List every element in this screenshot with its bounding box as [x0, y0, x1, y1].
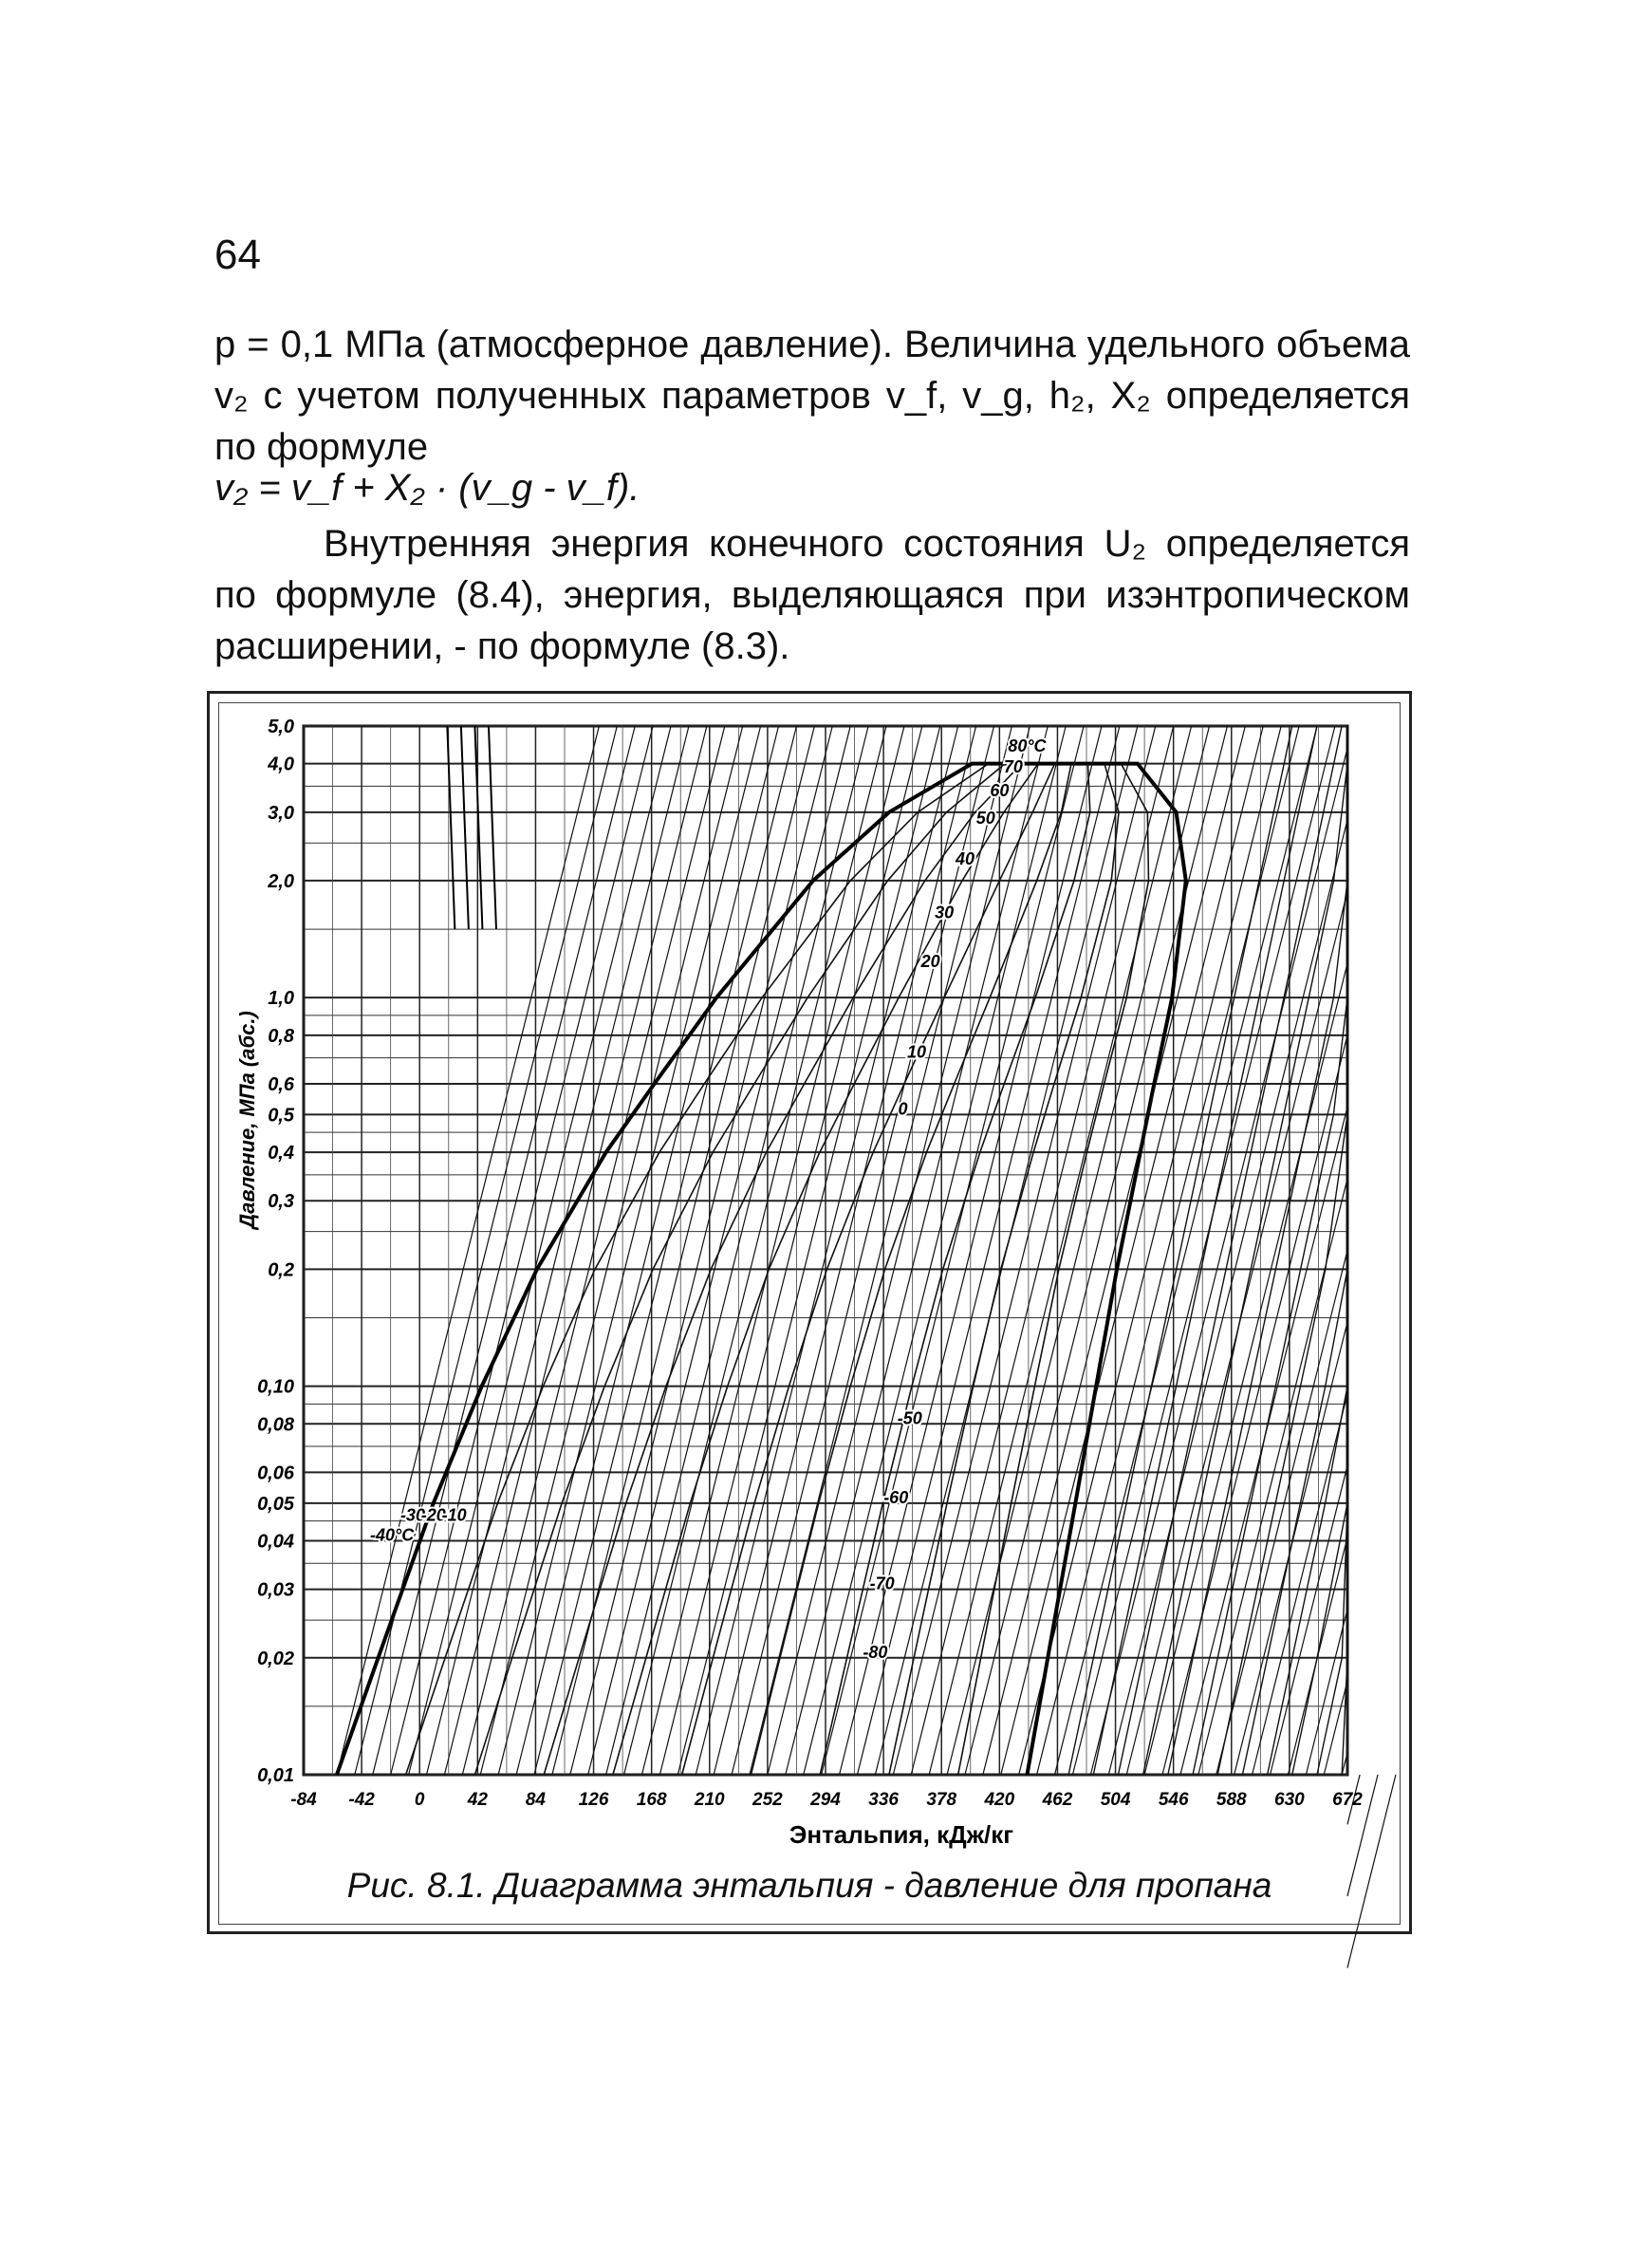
x-tick-label: 588 [1216, 1790, 1247, 1810]
isotherm-line [489, 726, 496, 929]
isotherm-label: 60 [990, 780, 1010, 800]
isotherm-label: 40 [955, 848, 974, 868]
paragraph-1: р = 0,1 МПа (атмосферное давление). Величина удельного объема v₂ с учетом полученных параметров v_f, v_g, h₂, X₂ определяется по формуле [214, 324, 1410, 468]
x-tick-label: 294 [810, 1790, 841, 1810]
x-tick-label: 378 [926, 1790, 957, 1810]
x-tick-label: 672 [1332, 1790, 1363, 1810]
isotherm-label: 80°C [1008, 736, 1047, 755]
isentrope-line [768, 726, 1030, 1775]
y-tick-label: 0,04 [257, 1531, 294, 1553]
x-tick-label: 336 [868, 1790, 899, 1810]
isentrope-line [983, 726, 1245, 1775]
isentrope-line [570, 726, 832, 1775]
y-tick-label: 0,06 [257, 1462, 294, 1484]
isotherm-label: 20 [920, 951, 940, 971]
isentrope-line [1253, 1394, 1347, 1775]
isentrope-line [355, 726, 617, 1775]
isentrope-line [696, 726, 957, 1775]
isentrope-line [750, 726, 1012, 1775]
x-tick-label: 420 [984, 1790, 1015, 1810]
x-tick-label: 630 [1274, 1790, 1305, 1810]
isentrope-line [480, 726, 742, 1775]
isotherm-label: -70 [869, 1574, 895, 1593]
isentrope-line [1037, 726, 1299, 1775]
isentrope-line [804, 726, 1066, 1775]
isentrope-line [391, 726, 653, 1775]
isotherm-label: 30 [935, 903, 955, 922]
isotherm-label: -30 [399, 1505, 425, 1525]
isotherm-label: 0 [898, 1099, 908, 1119]
x-tick-label: 252 [752, 1790, 783, 1810]
x-tick-label: 546 [1158, 1790, 1189, 1810]
isotherm-label: -10 [441, 1505, 467, 1525]
y-tick-label: 0,2 [268, 1259, 294, 1281]
isotherm-line [461, 726, 469, 929]
x-tick-label: 504 [1100, 1790, 1131, 1810]
y-tick-label: 0,02 [257, 1648, 294, 1669]
vapour-isentrope [1317, 726, 1347, 1775]
isentrope-line [441, 726, 706, 1775]
x-tick-label: 126 [578, 1790, 609, 1810]
x-axis-label: Энтальпия, кДж/кг [789, 1820, 1014, 1849]
isentrope-line [409, 726, 671, 1775]
isotherm-label: 70 [1003, 756, 1023, 776]
y-axis-label: Давление, МПа (абс.) [235, 1011, 259, 1229]
y-tick-label: 0,3 [268, 1191, 294, 1213]
x-tick-label: -42 [348, 1790, 375, 1810]
y-tick-label: 0,08 [257, 1414, 294, 1436]
isentrope-line [426, 726, 688, 1775]
isentrope-line [1306, 1610, 1347, 1775]
isentrope-line [965, 726, 1227, 1775]
isotherm-label: -20 [420, 1505, 446, 1525]
isotherm-label: 10 [907, 1042, 927, 1062]
y-tick-label: 4,0 [268, 754, 294, 775]
isotherm-label: -50 [897, 1408, 922, 1428]
x-tick-label: 462 [1042, 1790, 1073, 1810]
isentrope-line [1144, 963, 1347, 1775]
isentrope-line [1072, 726, 1334, 1775]
page-number: 64 [214, 232, 261, 278]
isentrope-line [1162, 1035, 1347, 1775]
isentrope-line [516, 726, 778, 1775]
vapour-isentrope [1093, 726, 1317, 1775]
isotherm-label: -60 [883, 1487, 909, 1507]
isentrope-line [534, 726, 796, 1775]
y-tick-label: 0,6 [268, 1073, 294, 1095]
x-tick-label: 84 [525, 1790, 547, 1810]
y-tick-label: 0,10 [257, 1376, 294, 1398]
isentrope-line [875, 726, 1137, 1775]
isotherm-label: 50 [975, 809, 995, 829]
x-tick-label: 42 [467, 1790, 488, 1810]
isentrope-line [498, 726, 760, 1775]
isentrope-line [732, 726, 993, 1775]
x-tick-label: 168 [636, 1790, 667, 1810]
formula: v₂ = v_f + X₂ · (v_g - v_f). [214, 467, 640, 509]
isentrope-line [947, 726, 1209, 1775]
y-tick-label: 0,5 [268, 1105, 294, 1127]
y-tick-label: 2,0 [268, 870, 294, 892]
figure-caption: Рис. 8.1. Диаграмма энтальпия - давление для пропана [346, 1866, 1272, 1905]
vapour-isentrope [1068, 726, 1292, 1775]
y-tick-label: 0,4 [268, 1143, 294, 1164]
isentrope-line [1001, 726, 1263, 1775]
isotherm-line [474, 726, 482, 929]
x-tick-label: 210 [694, 1790, 725, 1810]
isentrope-line [606, 726, 868, 1775]
isentrope-line [641, 726, 903, 1775]
paragraph-2: Внутренняя энергия конечного состояния U₂ определяется по формуле (8.4), энергия, выделяющаяся при изэнтропическом расширении, - по формуле (8.3). [214, 523, 1410, 667]
y-tick-label: 1,0 [268, 988, 294, 1010]
x-tick-label: 0 [414, 1790, 425, 1810]
y-tick-label: 3,0 [268, 802, 294, 824]
y-tick-label: 0,03 [257, 1579, 294, 1601]
x-tick-label: -84 [290, 1790, 317, 1810]
isentrope-line [588, 726, 850, 1775]
isentrope-line [1216, 1251, 1347, 1776]
y-tick-label: 5,0 [268, 717, 294, 737]
isotherm-label: -80 [863, 1642, 888, 1662]
isentrope-line [552, 726, 814, 1775]
isentrope-line [373, 726, 635, 1775]
isentrope-line [337, 726, 599, 1775]
vapour-isentrope [1193, 726, 1347, 1775]
isotherm-label: -40°C [370, 1525, 415, 1545]
y-tick-label: 0,8 [268, 1025, 294, 1047]
isentrope-line [822, 726, 1084, 1775]
y-tick-label: 0,05 [257, 1493, 294, 1515]
y-tick-label: 0,01 [257, 1765, 294, 1786]
isentrope-line [714, 726, 975, 1775]
isentrope-line [911, 726, 1173, 1775]
